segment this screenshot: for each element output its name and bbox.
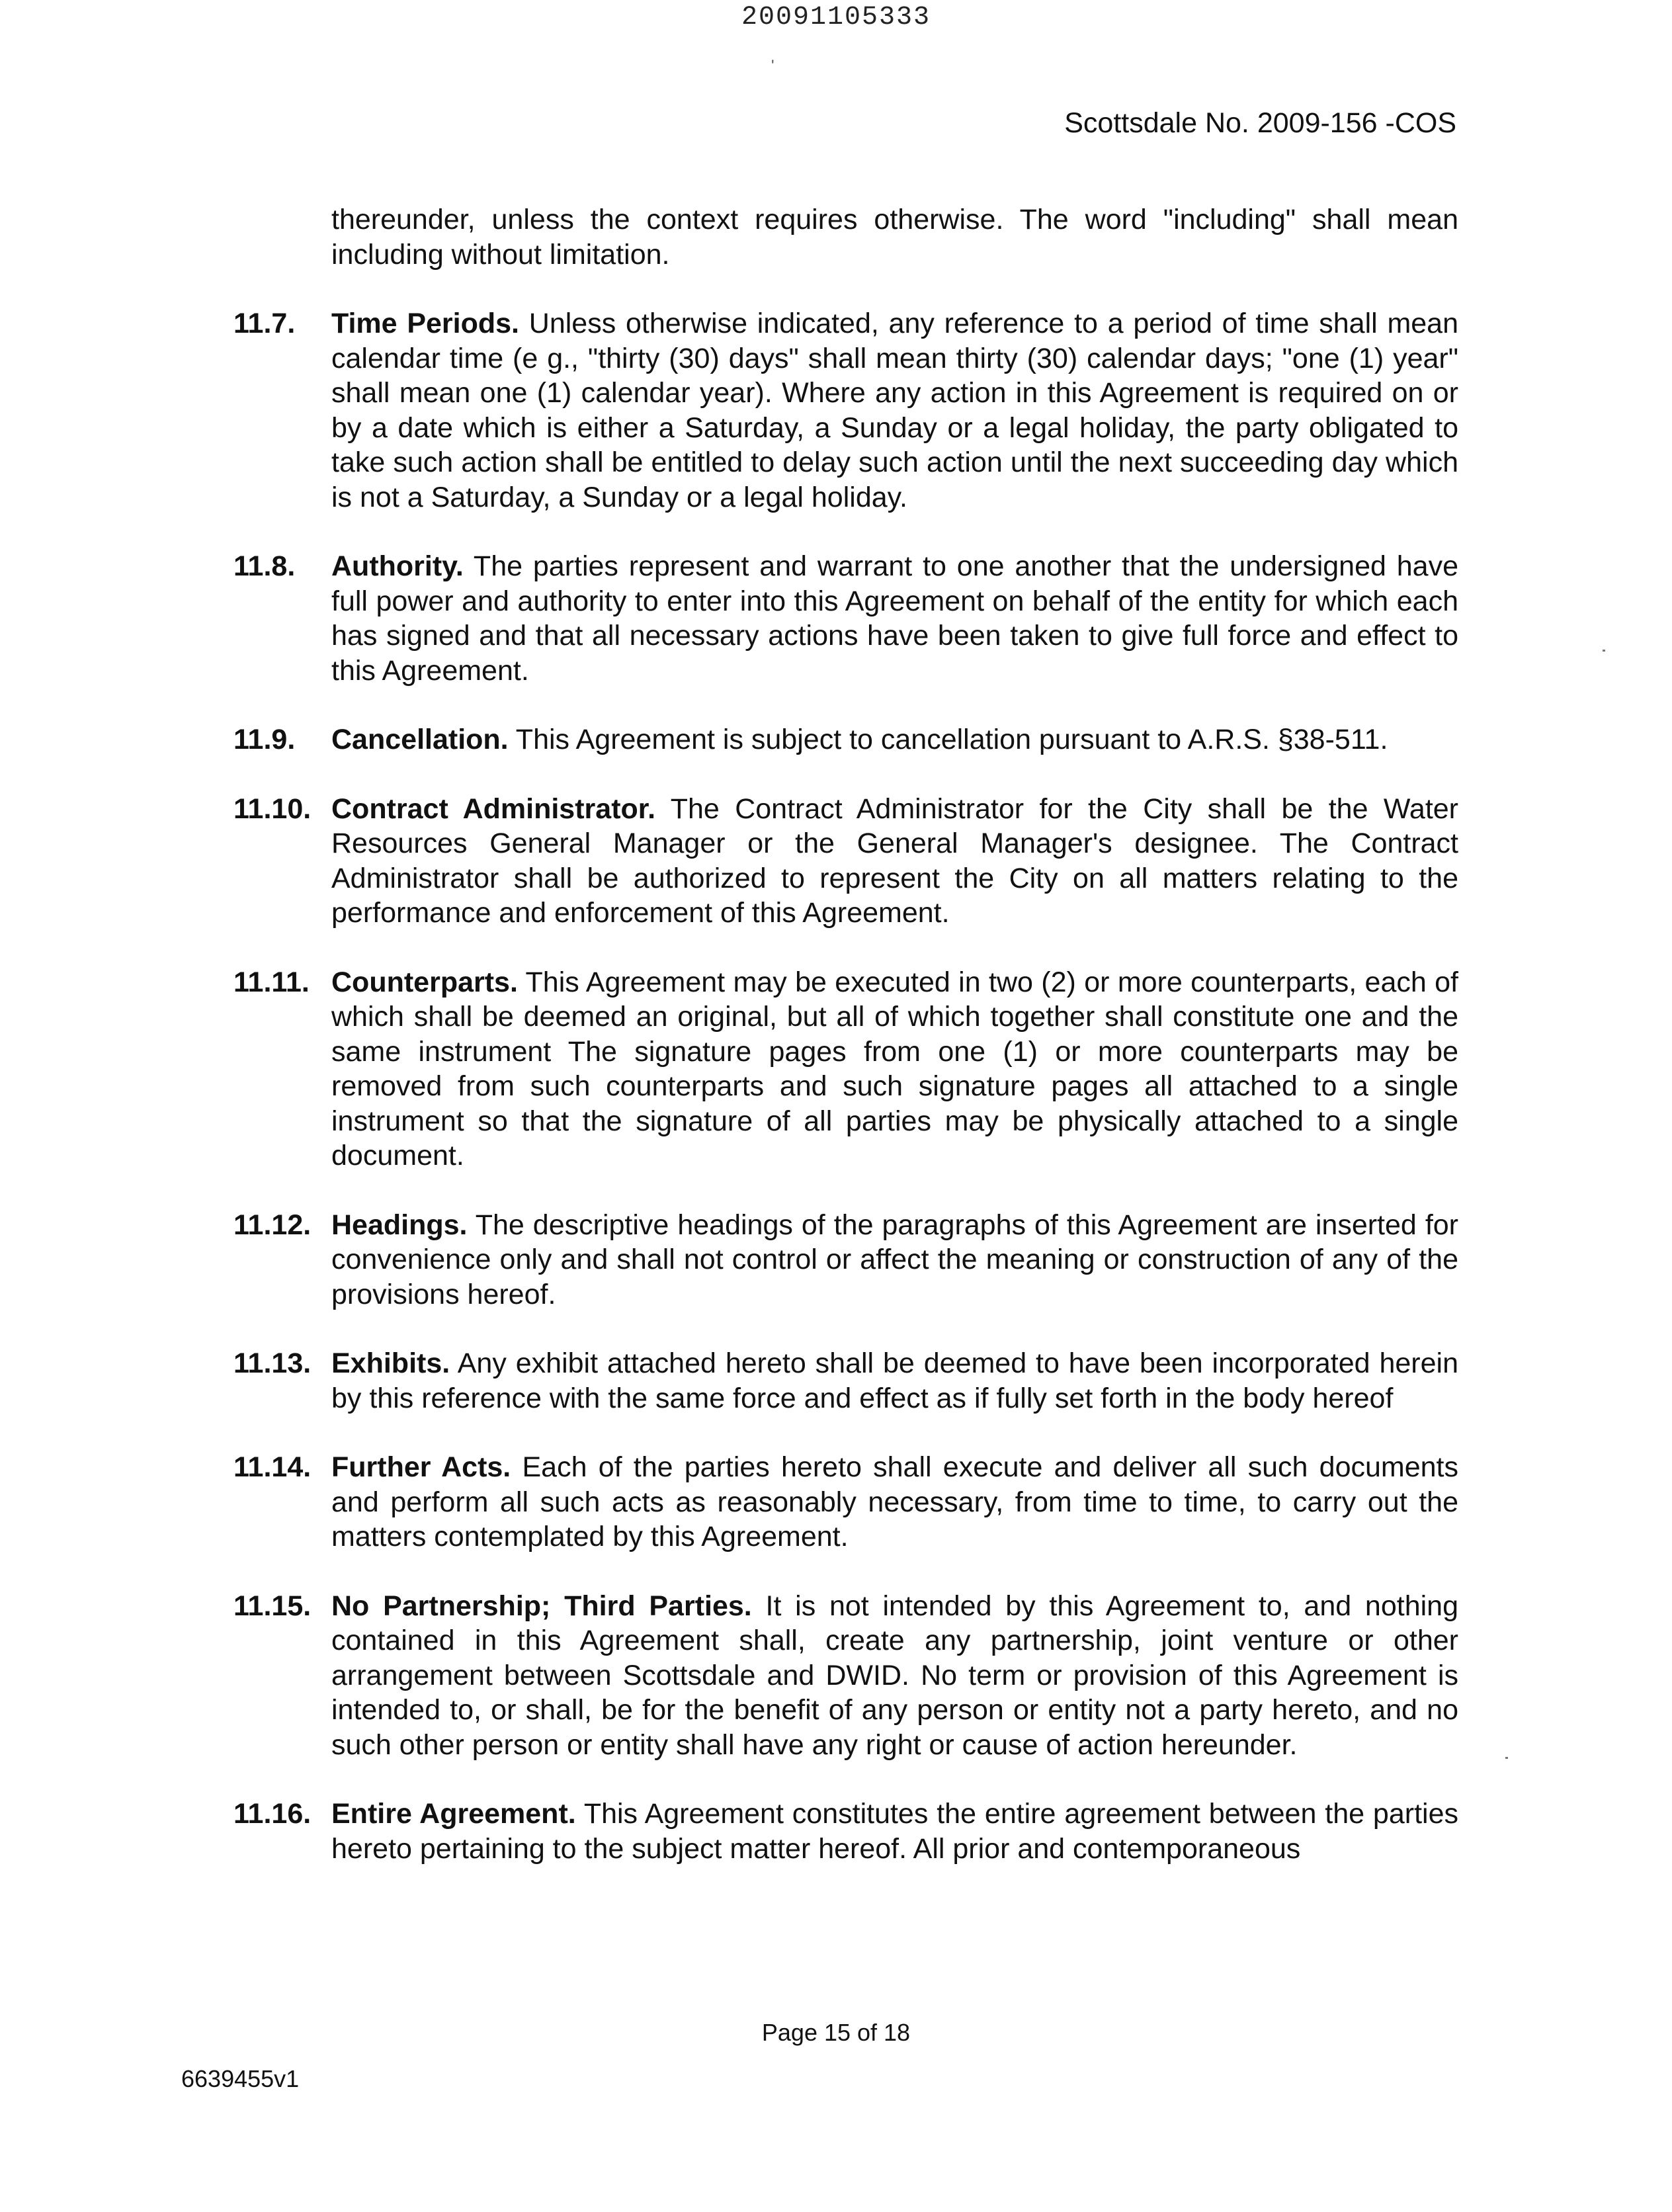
- section-text: This Agreement is subject to cancellation pursuant to A.R.S. §38-511.: [515, 724, 1388, 755]
- section-text: The parties represent and warrant to one another that the undersigned have full power and authority to enter into this Agreement on behalf of the entity for which each has signed and that all necessary actions have been taken to give full force and effect to this Agreement.: [331, 550, 1459, 687]
- section-number: 11.16.: [233, 1798, 312, 1830]
- section-number: 11.10.: [233, 792, 312, 825]
- scan-speck: [1603, 650, 1605, 652]
- section-11-7: [233, 306, 1458, 515]
- section-number: 11.13.: [233, 1347, 312, 1379]
- section-11-10: [233, 792, 1458, 931]
- continued-paragraph: thereunder, unless the context requires otherwise. The word "including" shall mean including without limitation.: [331, 204, 1458, 271]
- section-title: No Partnership; Third Parties.: [331, 1590, 752, 1622]
- section-title: Authority.: [331, 550, 464, 582]
- agreement-body: [233, 202, 1458, 1900]
- section-number: 11.12.: [233, 1209, 312, 1241]
- section-text: The Contract Administrator for the City shall be the Water Resources General Manager or the General Manager's designee. The Contract Administrator shall be authorized to represent the City on all matters relating to the performance and enforcement of this Agreement.: [331, 792, 1458, 929]
- section-11-13: [233, 1346, 1458, 1416]
- section-text: This Agreement may be executed in two (2) or more counterparts, each of which shall be deemed an original, but all of which together shall constitute one and the same instrument The signature pages from one (1) or more counterparts may be removed from such counterparts and such signature pages all attached to a single instrument so that the signature of all parties may be physically attached to a single document.: [331, 966, 1459, 1171]
- section-11-8: [233, 549, 1458, 688]
- section-body: [331, 1450, 1458, 1554]
- section-11-14: [233, 1450, 1458, 1554]
- section-number: 11.8.: [233, 550, 296, 582]
- section-title: Entire Agreement.: [331, 1798, 576, 1830]
- section-11-12: [233, 1208, 1458, 1312]
- section-title: Cancellation.: [331, 724, 509, 755]
- section-11-11: [233, 965, 1458, 1173]
- section-text: Unless otherwise indicated, any reference to a period of time shall mean calendar time (e g., "thirty (30) days" shall mean thirty (30) calendar days; "one (1) year" shall mean one (1) calendar year). Where any action in this Agreement is required on or by a date which is either a Saturday, a Sunday or a legal holiday, the party obligated to take such action shall be entitled to delay such action until the next succeeding day which is not a Saturday, a Sunday or a legal holiday.: [331, 308, 1459, 513]
- section-text: This Agreement constitutes the entire agreement between the parties hereto pertaining to the subject matter hereof. All prior and contemporaneous: [331, 1798, 1458, 1865]
- section-number: 11.15.: [233, 1590, 312, 1622]
- section-body: [331, 722, 1458, 757]
- section-text: Any exhibit attached hereto shall be deemed to have been incorporated herein by this reference with the same force and effect as if fully set forth in the body hereof: [331, 1347, 1458, 1414]
- section-text: It is not intended by this Agreement to, and nothing contained in this Agreement shall, create any partnership, joint venture or other arrangement between Scottsdale and DWID. No term or provision of this Agreement is intended to, or shall, be for the benefit of any person or entity not a party hereto, and no such other person or entity shall have any right or cause of action hereunder.: [331, 1590, 1458, 1761]
- scan-mark: ': [771, 57, 774, 75]
- section-11-15: [233, 1589, 1458, 1763]
- section-body: [331, 1797, 1458, 1866]
- section-title: Time Periods.: [331, 308, 520, 339]
- document-id: 6639455v1: [181, 2065, 300, 2092]
- section-title: Further Acts.: [331, 1451, 511, 1483]
- section-title: Headings.: [331, 1209, 468, 1241]
- section-number: 11.9.: [233, 724, 296, 755]
- section-number: 11.14.: [233, 1451, 312, 1483]
- section-title: Contract Administrator.: [331, 792, 656, 825]
- section-body: [331, 1346, 1458, 1416]
- section-number: 11.11.: [233, 966, 310, 998]
- document-reference: Scottsdale No. 2009-156 -COS: [1064, 107, 1456, 139]
- section-body: [331, 1589, 1458, 1763]
- recording-number-stamp: 20091105333: [741, 3, 931, 32]
- section-body: [331, 792, 1458, 931]
- section-body: [331, 549, 1458, 688]
- section-number: 11.7.: [233, 308, 296, 339]
- section-11-9: [233, 722, 1458, 757]
- section-text: Each of the parties hereto shall execute and deliver all such documents and perform all such acts as reasonably necessary, from time to time, to carry out the matters contemplated by this Agreement.: [331, 1451, 1459, 1553]
- scan-speck: [1505, 1757, 1508, 1759]
- section-11-16: [233, 1797, 1458, 1866]
- page-number: Page 15 of 18: [761, 2019, 911, 2046]
- section-text: The descriptive headings of the paragraphs of this Agreement are inserted for convenience only and shall not control or affect the meaning or construction of any of the provisions hereof.: [331, 1209, 1458, 1310]
- section-title: Exhibits.: [331, 1347, 450, 1379]
- section-body: [331, 965, 1458, 1173]
- section-title: Counterparts.: [331, 966, 518, 998]
- section-body: [331, 1208, 1458, 1312]
- section-body: [331, 306, 1458, 515]
